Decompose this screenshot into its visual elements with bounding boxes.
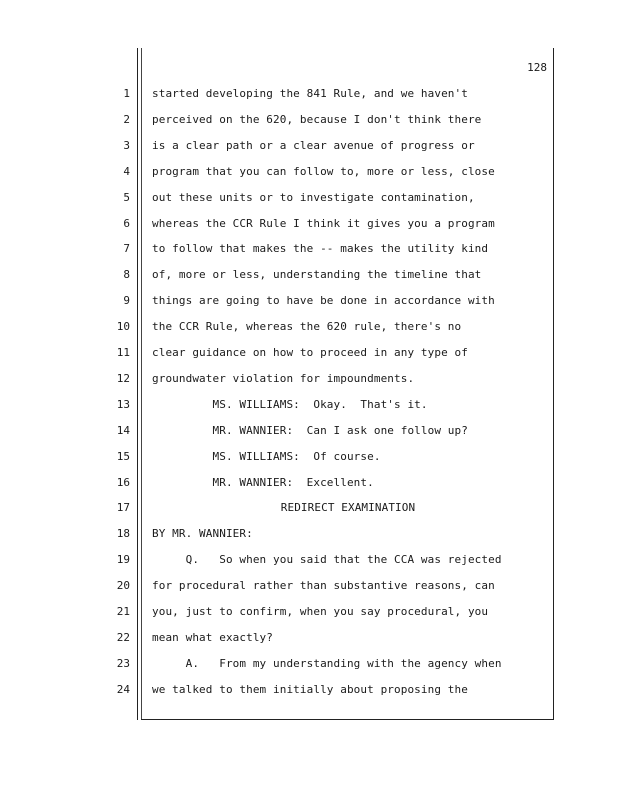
line-text: program that you can follow to, more or less, close [152, 164, 495, 178]
line-text: started developing the 841 Rule, and we haven't [152, 87, 468, 100]
transcript-line [0, 139, 619, 157]
transcript-line [0, 87, 619, 105]
line-text: groundwater violation for impoundments. [152, 371, 415, 385]
line-text: MS. WILLIAMS: Okay. That's it. [152, 397, 428, 411]
line-text: mean what exactly? [152, 630, 274, 644]
transcript-line [0, 527, 619, 545]
transcript-line [0, 450, 619, 468]
transcript-line [0, 579, 619, 597]
line-text: is a clear path or a clear avenue of progress or [152, 138, 475, 152]
transcript-line [0, 398, 619, 416]
line-text: to follow that makes the -- makes the utility kind [152, 242, 489, 256]
transcript-line [0, 165, 619, 183]
transcript-line [0, 631, 619, 649]
line-number: 24 [116, 682, 130, 696]
line-number: 20 [116, 579, 130, 593]
line-number: 14 [116, 423, 130, 437]
line-number: 5 [123, 190, 130, 204]
line-text: we talked to them initially about proposing the [152, 682, 468, 696]
line-number: 19 [116, 553, 130, 567]
transcript-line [0, 501, 619, 519]
transcript-line [0, 605, 619, 623]
line-number: 8 [123, 268, 130, 282]
line-text: clear guidance on how to proceed in any type of [152, 346, 468, 359]
line-number: 21 [116, 605, 130, 618]
transcript-line [0, 242, 619, 260]
line-text: the CCR Rule, whereas the 620 rule, there's no [152, 320, 462, 334]
transcript-line [0, 346, 619, 364]
line-number: 18 [116, 527, 130, 541]
line-number: 3 [123, 138, 130, 152]
page-number: 128 [527, 61, 547, 74]
transcript-line [0, 320, 619, 338]
line-text: things are going to have be done in accordance with [152, 294, 495, 308]
line-text: MS. WILLIAMS: Of course. [152, 449, 381, 463]
line-number: 23 [116, 656, 130, 670]
line-number: 13 [116, 397, 130, 411]
transcript-line [0, 113, 619, 131]
transcript-line [0, 372, 619, 390]
line-number: 2 [123, 112, 130, 126]
line-number: 9 [123, 294, 130, 308]
line-number: 12 [116, 371, 130, 385]
bottom-rule [141, 719, 553, 720]
line-text: out these units or to investigate contamination, [152, 190, 475, 204]
transcript-line [0, 476, 619, 494]
line-text: MR. WANNIER: Can I ask one follow up? [152, 423, 468, 437]
transcript-line [0, 424, 619, 442]
line-number: 10 [116, 320, 130, 334]
line-number: 7 [123, 242, 130, 256]
line-text: A. From my understanding with the agency when [152, 656, 502, 670]
line-text: of, more or less, understanding the timeline that [152, 268, 482, 282]
transcript-line [0, 294, 619, 312]
line-number: 16 [116, 475, 130, 489]
transcript-line [0, 657, 619, 675]
transcript-line [0, 683, 619, 701]
line-number: 4 [123, 164, 130, 178]
line-text: Q. So when you said that the CCA was rejected [152, 553, 502, 567]
line-text: perceived on the 620, because I don't think there [152, 112, 482, 126]
transcript-line [0, 191, 619, 209]
line-text: BY MR. WANNIER: [152, 527, 253, 541]
transcript-line [0, 268, 619, 286]
line-text: whereas the CCR Rule I think it gives you a program [152, 216, 495, 230]
line-text: MR. WANNIER: Excellent. [152, 475, 374, 489]
line-number: 17 [116, 501, 130, 515]
transcript-line [0, 217, 619, 235]
line-number: 15 [116, 449, 130, 463]
line-number: 1 [123, 87, 130, 100]
line-number: 22 [116, 630, 130, 644]
line-text: for procedural rather than substantive reasons, can [152, 579, 495, 593]
line-number: 11 [116, 346, 130, 359]
section-heading: REDIRECT EXAMINATION [280, 501, 416, 515]
line-number: 6 [123, 216, 130, 230]
transcript-line [0, 553, 619, 571]
line-text: you, just to confirm, when you say procedural, you [152, 605, 489, 618]
